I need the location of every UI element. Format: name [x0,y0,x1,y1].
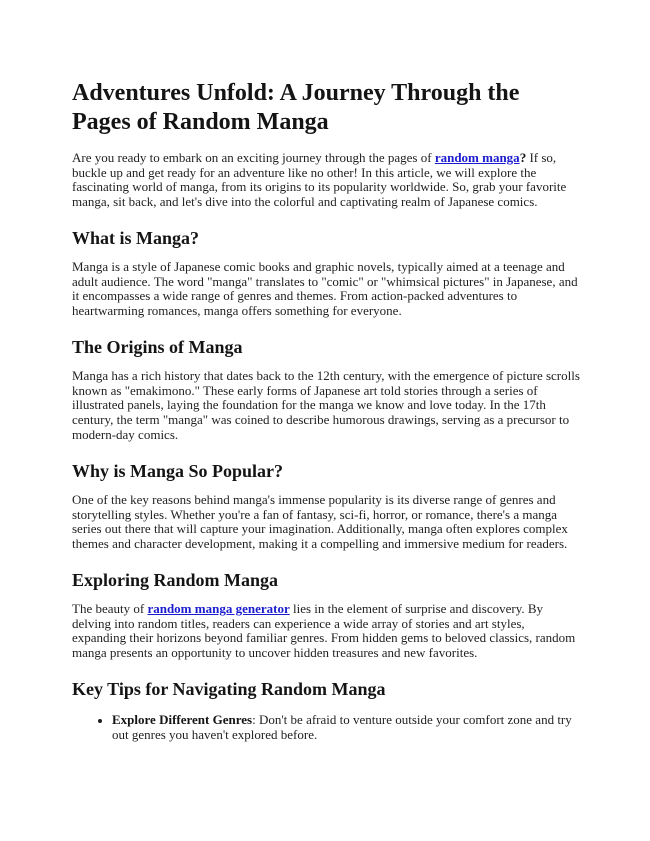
intro-text-before-link: Are you ready to embark on an exciting journey through the pages of [72,150,435,165]
section-heading-exploring: Exploring Random Manga [72,570,279,591]
random-manga-generator-link[interactable]: random manga generator [147,601,290,617]
section-heading-key-tips: Key Tips for Navigating Random Manga [72,679,386,700]
intro-paragraph [72,151,580,209]
tip-list-item [112,713,580,742]
exploring-text-before-link: The beauty of [72,601,148,617]
tips-bullet-list [72,713,580,742]
section-heading-origins: The Origins of Manga [72,337,243,358]
intro-text-after-link: If so, buckle up and get ready for an adventure like no other! In this article, we will explore the fascinating world of manga, from its origins to its popularity worldwide. So, grab your favorite manga, sit back, and let's dive into the colorful and captivating realm of Japanese comics. [72,150,567,209]
section-paragraph-exploring [72,602,580,660]
tip-bold-label: Explore Different Genres [112,712,253,728]
section-heading-what-is-manga: What is Manga? [72,228,200,249]
intro-bold-question-mark: ? [519,150,527,165]
article-title: Adventures Unfold: A Journey Through the Pages of Random Manga [72,80,520,135]
tip-text: : Don't be afraid to venture outside your comfort zone and try out genres you haven't explored before. [112,712,572,743]
section-paragraph-what-is-manga: Manga is a style of Japanese comic books and graphic novels, typically aimed at a teenage and adult audience. The word "manga" translates to "comic" or "whimsical pictures" in Japanese, and it encompasses a wide range of genres and themes. From action-packed adventures to heartwarming romances, manga offers something for everyone. [72,259,578,318]
section-paragraph-origins: Manga has a rich history that dates back to the 12th century, with the emergence of picture scrolls known as "emakimono." These early forms of Japanese art told stories through a series of illustrated panels, laying the foundation for the manga we know and love today. In the 17th century, the term "manga" was coined to describe humorous drawings, serving as a precursor to modern-day comics. [72,368,580,442]
section-paragraph-popularity: One of the key reasons behind manga's immense popularity is its diverse range of genres and storytelling styles. Whether you're a fan of fantasy, sci-fi, horror, or romance, there's a manga series out there that will capture your imagination. Additionally, manga often explores complex themes and character development, making it a compelling and immersive medium for readers. [72,492,568,551]
section-heading-popularity: Why is Manga So Popular? [72,461,284,482]
exploring-text-after-link: lies in the element of surprise and discovery. By delving into random titles, readers can experience a wide array of stories and art styles, expanding their horizons beyond familiar genres. From hidden gems to beloved classics, random manga presents an opportunity to uncover hidden treasures and new favorites. [72,601,576,660]
random-manga-link[interactable]: random manga [434,150,520,165]
